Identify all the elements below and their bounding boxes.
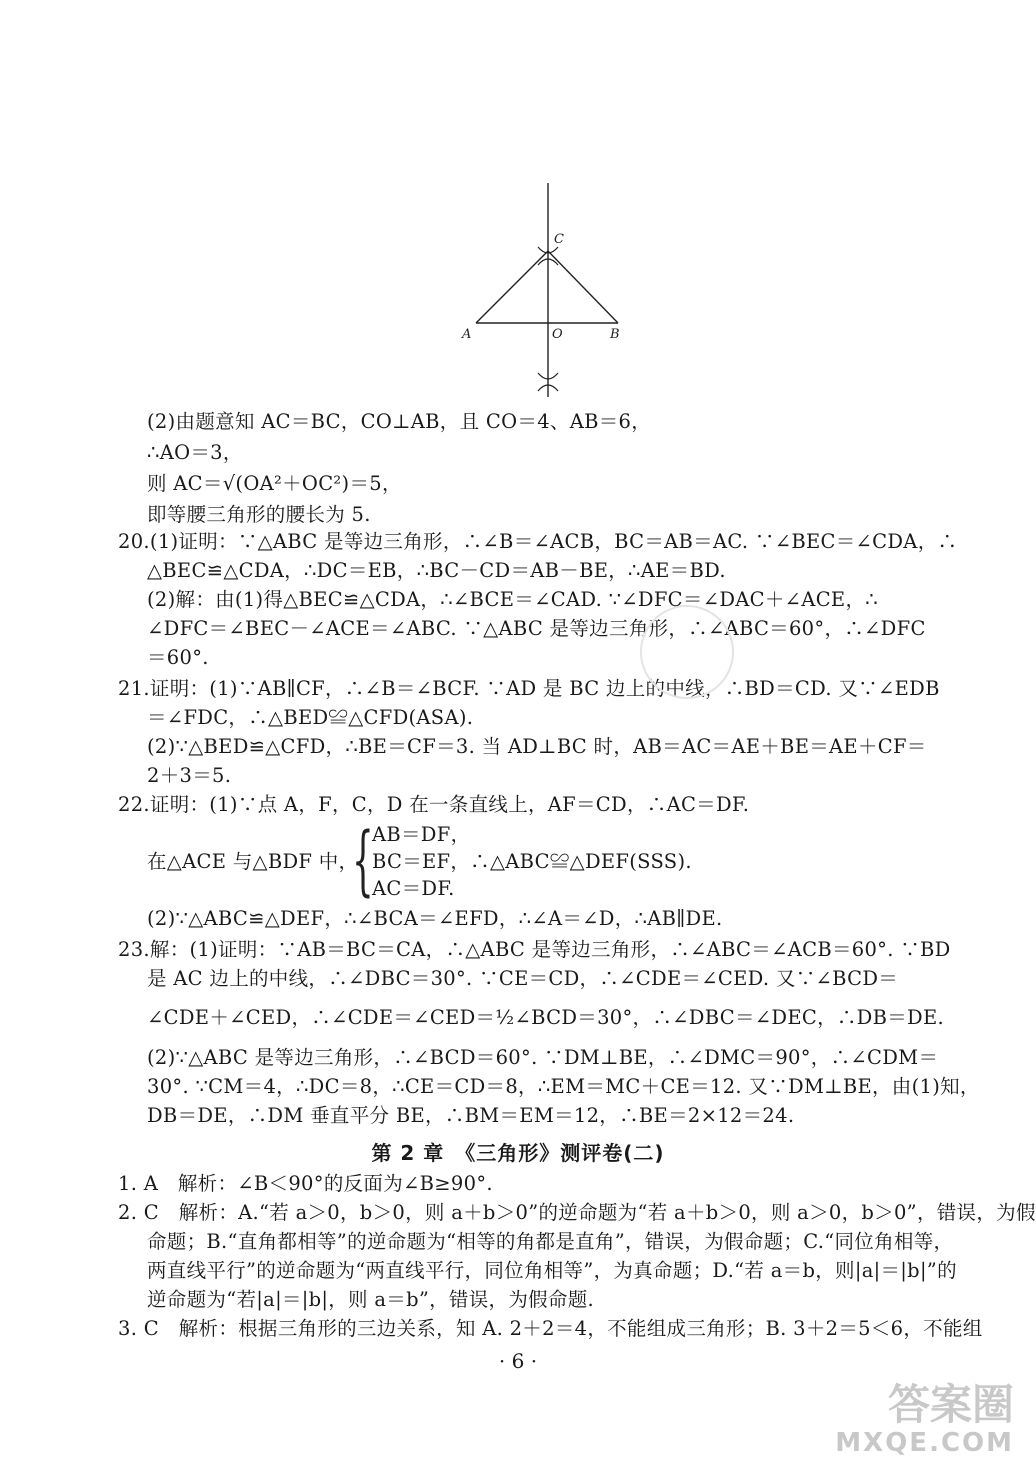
triangle-figure bbox=[440, 175, 640, 400]
text-line: 23.解：(1)证明：∵AB＝BC＝CA，∴△ABC 是等边三角形，∴∠ABC＝∠ACB＝60°. ∵BD bbox=[118, 938, 951, 961]
label-b: B bbox=[610, 327, 620, 342]
label-o: O bbox=[552, 327, 563, 342]
page-number: · 6 · bbox=[498, 1349, 538, 1373]
label-c: C bbox=[554, 232, 564, 247]
text-line: (2)由题意知 AC＝BC，CO⊥AB，且 CO＝4、AB＝6， bbox=[147, 410, 652, 433]
text-line: DB＝DE，∴DM 垂直平分 BE，∴BM＝EM＝12，∴BE＝2×12＝24. bbox=[147, 1104, 795, 1127]
logo-text: 答案圈 bbox=[887, 1380, 1014, 1429]
site-logo bbox=[835, 1382, 1014, 1458]
system-eq-1: AB＝DF， bbox=[372, 823, 471, 846]
text-line: 20.(1)证明：∵△ABC 是等边三角形，∴∠B＝∠ACB，BC＝AB＝AC. ∵∠BEC＝∠CDA，∴ bbox=[118, 530, 958, 553]
answer-line: 逆命题为“若|a|＝|b|，则 a＝b”，错误，为假命题. bbox=[147, 1288, 595, 1311]
system-eq-2: BC＝EF，∴△ABC≌△DEF(SSS). bbox=[372, 850, 692, 873]
text-line: (2)∵△BED≌△CFD，∴BE＝CF＝3. 当 AD⊥BC 时，AB＝AC＝AE＋BE＝AE＋CF＝ bbox=[147, 735, 927, 758]
text-line: △BEC≌△CDA，∴DC＝EB，∴BC－CD＝AB－BE，∴AE＝BD. bbox=[147, 559, 726, 582]
text-line: ＝60°. bbox=[147, 646, 209, 669]
label-a: A bbox=[462, 327, 472, 342]
text-line: ∠DFC＝∠BEC－∠ACE＝∠ABC. ∵△ABC 是等边三角形，∴∠ABC＝60°，∴∠DFC bbox=[147, 617, 926, 640]
text-line: (2)解：由(1)得△BEC≌△CDA，∴∠BCE＝∠CAD. ∵∠DFC＝∠DAC＋∠ACE，∴ bbox=[147, 588, 878, 611]
answer-line: 2. C 解析：A.“若 a＞0，b＞0，则 a＋b＞0”的逆命题为“若 a＋b＞0，则 a＞0，b＞0”，错误，为假 bbox=[118, 1201, 1036, 1224]
text-line: 是 AC 边上的中线，∴∠DBC＝30°. ∵CE＝CD，∴∠CDE＝∠CED. 又∵∠BCD＝ bbox=[147, 967, 899, 990]
segment-bc bbox=[548, 251, 618, 323]
text-line: ∠CDE＋∠CED，∴∠CDE＝∠CED＝½∠BCD＝30°，∴∠DBC＝∠DEC，∴DB＝DE. bbox=[147, 1006, 945, 1029]
answer-line: 命题；B.“直角都相等”的逆命题为“相等的角都是直角”，错误，为假命题；C.“同位角相等， bbox=[147, 1230, 954, 1253]
text-line: 22.证明：(1)∵点 A，F，C，D 在一条直线上，AF＝CD，∴AC＝DF. bbox=[118, 793, 750, 816]
segment-ac bbox=[476, 251, 548, 323]
text-line: 在△ACE 与△BDF 中， bbox=[147, 850, 359, 873]
text-line: (2)∵△ABC≌△DEF，∴∠BCA＝∠EFD，∴∠A＝∠D，∴AB∥DE. bbox=[147, 907, 723, 930]
chapter-heading: 第 2 章 《三角形》测评卷(二) bbox=[371, 1141, 665, 1165]
system-eq-3: AC＝DF. bbox=[372, 877, 455, 900]
logo-url: MXQE.COM bbox=[835, 1428, 1014, 1458]
text-line: 即等腰三角形的腰长为 5. bbox=[147, 503, 371, 526]
answer-line: 两直线平行”的逆命题为“两直线平行，同位角相等”，为真命题；D.“若 a＝b，则|a|＝|b|”的 bbox=[147, 1259, 957, 1282]
text-line: 则 AC＝√(OA²＋OC²)＝5， bbox=[147, 472, 402, 495]
answer-line: 1. A 解析：∠B＜90°的反面为∠B≥90°. bbox=[118, 1172, 493, 1195]
left-brace: { bbox=[352, 815, 374, 904]
text-line: ＝∠FDC，∴△BED≌△CFD(ASA). bbox=[147, 706, 474, 729]
text-line: 2＋3＝5. bbox=[147, 764, 232, 787]
answer-line: 3. C 解析：根据三角形的三边关系，知 A. 2＋2＝4，不能组成三角形；B. 3＋2＝5＜6，不能组 bbox=[118, 1317, 983, 1340]
text-line: (2)∵△ABC 是等边三角形，∴∠BCD＝60°. ∵DM⊥BE，∴∠DMC＝90°，∴∠CDM＝ bbox=[147, 1046, 939, 1069]
text-line: 21.证明：(1)∵AB∥CF，∴∠B＝∠BCF. ∵AD 是 BC 边上的中线，∴BD＝CD. 又∵∠EDB bbox=[118, 677, 940, 700]
text-line: ∴AO＝3， bbox=[147, 441, 243, 464]
text-line: 30°. ∵CM＝4，∴DC＝8，∴CE＝CD＝8，∴EM＝MC＋CE＝12. 又∵DM⊥BE，由(1)知， bbox=[147, 1075, 980, 1098]
